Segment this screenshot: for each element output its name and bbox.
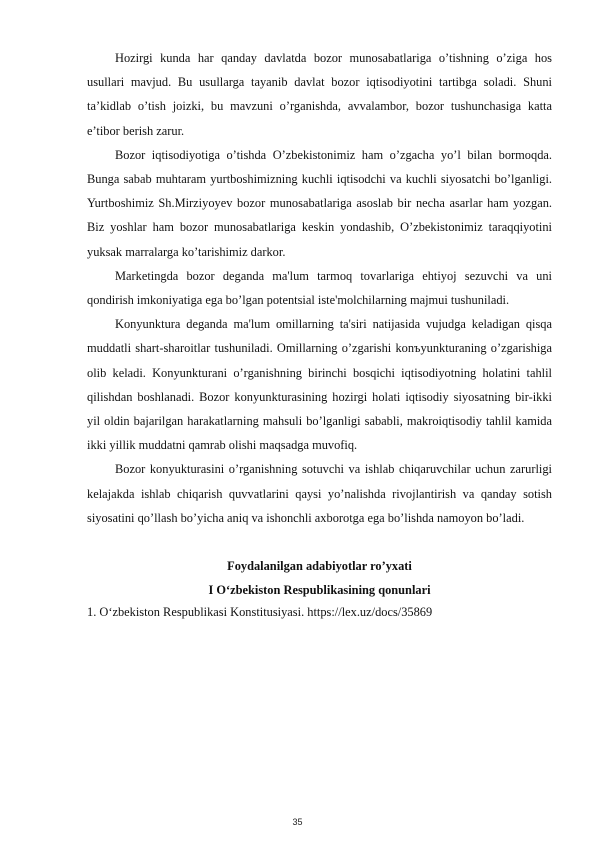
references-title: Foydalanilgan adabiyotlar ro’yxati — [227, 559, 412, 574]
reference-item: 1. O‘zbekiston Respublikasi Konstitusiyasi. https://lex.uz/docs/35869 — [87, 605, 433, 620]
body-paragraph-4: Konyunktura deganda ma'lum omillarning ta'siri natijasida vujudga keladigan qisqa muddatli shart-sharoitlar tushuniladi. Omillarning o’zgarishi konъyunkturaning o’zgarishiga olib keladi. Konyunkturani o’rganishning birinchi bosqichi iqtisodiyotning holatini tahlil qilishdan boshlanadi. Bozor konyunkturasining hozirgi holati iqtisodiy siyosatning bir-ikki yil oldin bajarilgan harakatlarning mahsuli bo’lganligi sababli, makroiqtisodiy tahlil kamida ikki yillik muddatni qamrab olishi maqsadga muvofiq. — [87, 317, 552, 453]
document-page — [87, 46, 552, 622]
body-paragraph-1: Hozirgi kunda har qanday davlatda bozor munosabatlariga o’tishning o’ziga hos usullari mavjud. Bu usullarga tayanib davlat bozor iqtisodiyotini tartibga soladi. Shuni ta’kidlab o’tish joizki, bu mavzuni o’rganishda, avvalambor, bozor tushunchasiga katta e’tibor berish zarur. — [87, 51, 552, 138]
body-paragraph-2: Bozor iqtisodiyotiga o’tishda O’zbekistonimiz ham o’zgacha yo’l bilan bormoqda. Bunga sabab muhtaram yurtboshimizning kuchli iqtisodchi va kuchli siyosatchi bo’lganligi. Yurtboshimiz Sh.Mirziyoyev bozor munosabatlariga asoslab bir necha asarlar ham yozgan. Biz yoshlar ham bozor munosabatlariga keskin yondashib, O’zbekistonimiz taraqqiyotini yuksak marralarga ko’tarishimiz darkor. — [87, 147, 552, 259]
section-spacer — [87, 530, 552, 554]
references-section-title: I O‘zbekiston Respublikasining qonunlari — [208, 583, 431, 598]
body-paragraph-5: Bozor konyukturasini o’rganishning sotuvchi va ishlab chiqaruvchilar uchun zarurligi kelajakda ishlab chiqarish quvvatlarini qaysi yo’nalishda rivojlantirish va qanday sotish siyosatini qo’llash bo’yicha aniq va ishonchli axborotga ega bo’lishda namoyon bo’ladi. — [87, 462, 552, 525]
body-paragraph-3: Marketingda bozor deganda ma'lum tarmoq tovarlariga ehtiyoj sezuvchi va uni qondirish imkoniyatiga ega bo’lgan potentsial iste'molchilarning majmui tushuniladi. — [87, 268, 552, 308]
page-number: 35 — [292, 817, 303, 827]
